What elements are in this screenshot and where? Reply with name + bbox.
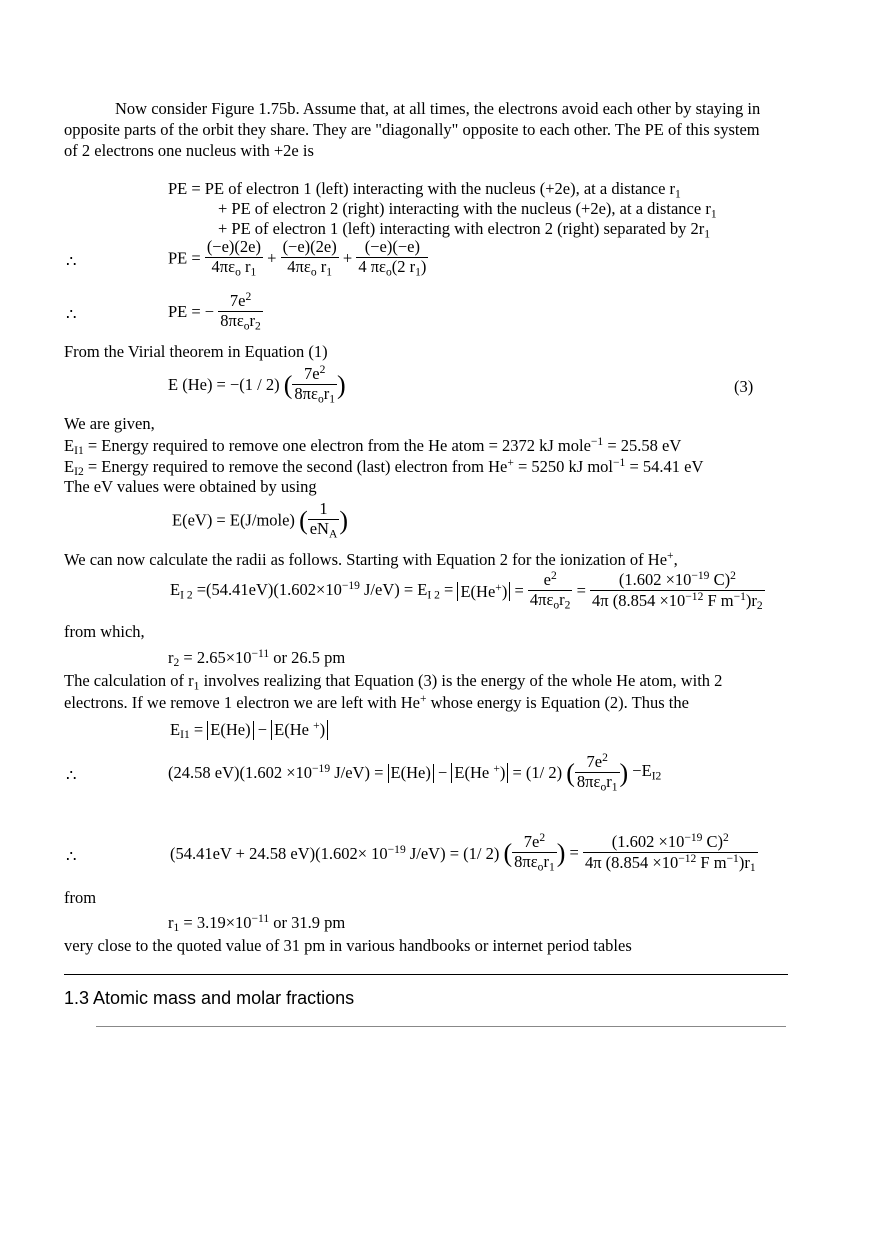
virial-intro: From the Virial theorem in Equation (1) bbox=[64, 342, 328, 361]
therefore-symbol-3: ∴ bbox=[66, 766, 77, 785]
therefore-symbol-4: ∴ bbox=[66, 847, 77, 866]
section-divider bbox=[64, 974, 788, 975]
therefore-symbol-2: ∴ bbox=[66, 305, 77, 324]
energy-he-equation: E (He) = −(1 / 2) ( $\frac{7e^2}{8\pi\varepsilon_or_1}$ ) bbox=[168, 363, 346, 406]
pe-line-1: PE = PE of electron 1 (left) interacting with the nucleus (+2e), at a distance $r_1$ bbox=[168, 179, 681, 201]
fraction-1: $\frac{(-e)(2e)}{4\pi\varepsilon_o r_1}$ bbox=[206, 237, 261, 279]
closing-text: very close to the quoted value of 31 pm in various handbooks or internet period tables bbox=[64, 936, 632, 955]
radii-intro: We can now calculate the radii as follows. Starting with Equation 2 for the ionization of He+, bbox=[64, 549, 678, 569]
from-text: from bbox=[64, 888, 97, 907]
from-which: from which, bbox=[64, 622, 145, 641]
given-text: We are given, bbox=[64, 414, 155, 433]
ev-formula: E(eV) = E(J/mole) ( $\frac{1}{eN_A}$ ) bbox=[172, 499, 348, 541]
pe-equation-1: PE = $\frac{(-e)(2e)}{4\pi\varepsilon_o r_1}$ + $\frac{(-e)(2e)}{4\pi\varepsilon_o r_1}$ + $\frac{(-e)(-e)}{4 \pi\varepsilon_o(2 r_1)}$ bbox=[168, 237, 427, 279]
ev-intro: The eV values were obtained by using bbox=[64, 477, 317, 496]
section-heading: 1.3 Atomic mass and molar fractions bbox=[64, 988, 355, 1008]
therefore-symbol-1: ∴ bbox=[66, 252, 77, 271]
equation-b: (54.41eV + 24.58 $eV)(1.602\times 10^{-19}$ J/eV) = (1/ 2) ( $\frac{7e^2}{8\pi\varepsilon_or_1}$ ) = $\frac{(1.602 \times 10^{-19} C)^2}{4\pi (8.854 \times 10^{-12} F m^{-1})r_1}$ bbox=[170, 831, 756, 874]
heading-underline bbox=[96, 1026, 786, 1027]
r2-result: $r_2 = 2.65\times 10^{-11}$ or 26.5 pm bbox=[168, 647, 346, 670]
calc-line-2: electrons. If we remove 1 electron we are left with He+ whose energy is Equation (2). Thus the bbox=[64, 692, 689, 712]
calc-line-1: The calculation of $r_1$ involves realizing that Equation (3) is the energy of the whole He atom, with 2 bbox=[64, 671, 723, 693]
pe-equation-2: PE = − $\frac{7e^2}{8\pi\varepsilon_or_2}$ bbox=[168, 290, 261, 333]
ei1-definition: $E_{I1} = E(He) - E(He$ +) bbox=[170, 720, 328, 742]
intro-line-3: of 2 electrons one nucleus with +2e is bbox=[64, 141, 314, 160]
r1-result: $r_1 = 3.19\times 10^{-11}$ or 31.9 pm bbox=[168, 912, 346, 935]
equation-number-3: (3) bbox=[734, 377, 754, 396]
equation-a: (24.58 $eV)(1.602 \times 10^{-19}$ J/eV) = E(He) − E(He +) = (1/ 2) ( $\frac{7e^2}{8\pi\varepsilon_or_1}$ ) $-E_{I2}$ bbox=[168, 751, 662, 794]
pe-result-fraction: $\frac{7e^2}{8\pi\varepsilon_or_2}$ bbox=[220, 290, 261, 333]
pe-line-3: + PE of electron 1 (left) interacting with electron 2 (right) separated by $2r_1$ bbox=[218, 219, 711, 241]
e12-equation: $E_{I 2} =(54.41eV)(1.602\times 10^{-19}$ $J/eV) = E_{I 2} = E(He^+)$ = $\frac{e^2}{4\pi\varepsilon_or_2}$ = $\frac{(1.602 \times 10^{-19} C)^2}{4\pi (8.854 \times 10^{-12} F m^{-1})r_2}$ bbox=[170, 569, 763, 612]
intro-line-1: Now consider Figure 1.75b. Assume that, at all times, the electrons avoid each other by staying in bbox=[115, 99, 761, 118]
ei2-line: $E_{I2}$ = Energy required to remove the second (last) electron from He+ = 5250 kJ mol$^{-1}$ = 54.41 eV bbox=[64, 456, 704, 479]
intro-line-2: opposite parts of the orbit they share. They are "diagonally" opposite to each other. The PE of this system bbox=[64, 120, 760, 139]
fraction-2: $\frac{(-e)(2e)}{4\pi\varepsilon_o r_1}$ bbox=[282, 237, 337, 279]
pe-line-2: + PE of electron 2 (right) interacting with the nucleus (+2e), at a distance $r_1$ bbox=[218, 199, 717, 221]
ei1-line: $E_{I1}$ = Energy required to remove one electron from the He atom = 2372 kJ mole$^{-1}$ = 25.58 eV bbox=[64, 435, 682, 458]
fraction-3: $\frac{(-e)(-e)}{4 \pi\varepsilon_o(2 r_1)}$ bbox=[358, 237, 427, 279]
